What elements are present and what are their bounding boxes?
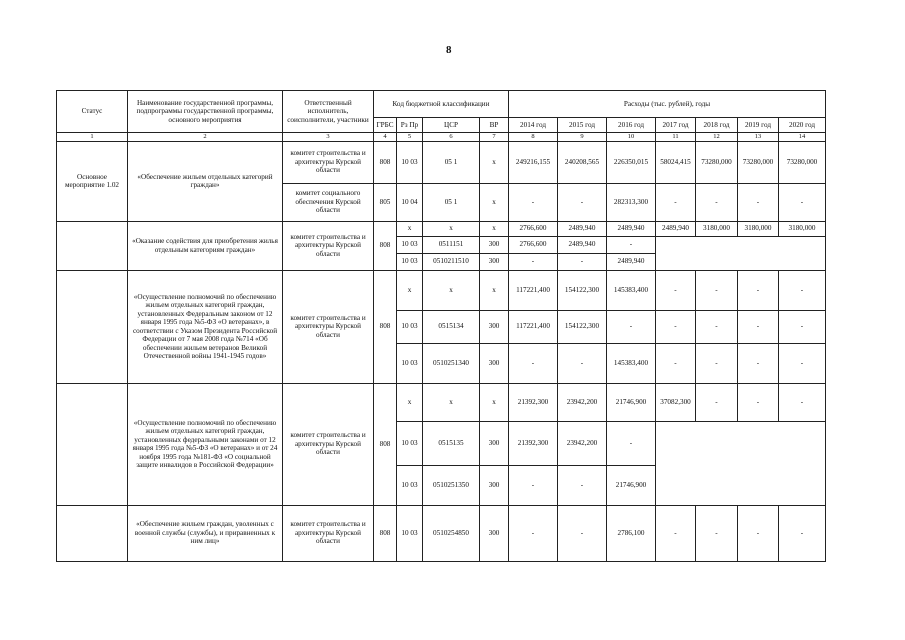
value-cell: 21392,300 [509,383,558,421]
value-cell: - [607,421,656,465]
csr-cell: х [423,383,480,421]
col-number: 4 [374,133,397,142]
rzpr-cell: 10 03 [397,465,423,505]
header-year: 2020 год [779,118,826,133]
table-row [57,383,826,421]
value-cell: 23942,200 [558,421,607,465]
responsible-cell: комитет строительства и архитектуры Курской области [283,383,374,505]
rzpr-cell: 10 03 [397,310,423,343]
name-cell: «Осуществление полномочий по обеспечению жильем отдельных категорий граждан, установленных федеральными законами от 12 января 1995 года №5-ФЗ «О ветеранах» и от 24 ноября 1995 года №181-ФЗ «О социальной защите инвалидов в Российской Федерации» [128,383,283,505]
name-cell: «Оказание содействия для приобретения жилья отдельным категориям граждан» [128,221,283,270]
rzpr-cell: 10 03 [397,421,423,465]
value-cell: 73280,000 [738,141,779,183]
vr-cell: х [480,383,509,421]
value-cell: - [738,183,779,221]
vr-cell: 300 [480,253,509,270]
value-cell: - [509,343,558,383]
value-cell: 282313,300 [607,183,656,221]
value-cell: 117221,400 [509,270,558,310]
csr-cell: 0515134 [423,310,480,343]
empty-cell [656,236,826,270]
value-cell: 2489,940 [607,253,656,270]
csr-cell: 0510211510 [423,253,480,270]
vr-cell: х [480,141,509,183]
value-cell: - [696,383,738,421]
csr-cell: 0515135 [423,421,480,465]
value-cell: 3180,000 [738,221,779,236]
header-year: 2016 год [607,118,656,133]
value-cell: 21746,900 [607,383,656,421]
col-number: 1 [57,133,128,142]
rzpr-cell: х [397,383,423,421]
csr-cell: 0510251340 [423,343,480,383]
vr-cell: х [480,183,509,221]
value-cell: - [696,310,738,343]
csr-cell: х [423,270,480,310]
col-number: 11 [656,133,696,142]
value-cell: 2766,600 [509,236,558,253]
csr-cell: х [423,221,480,236]
status-cell [57,383,128,505]
col-number: 12 [696,133,738,142]
responsible-cell: комитет строительства и архитектуры Курской области [283,221,374,270]
vr-cell: 300 [480,505,509,561]
header-grbs: ГРБС [374,118,397,133]
header-rzpr: Рз Пр [397,118,423,133]
value-cell: - [509,183,558,221]
vr-cell: х [480,270,509,310]
csr-cell: 05 1 [423,141,480,183]
value-cell: 145383,400 [607,270,656,310]
col-number: 8 [509,133,558,142]
rzpr-cell: 10 03 [397,253,423,270]
responsible-cell: комитет социального обеспечения Курской области [283,183,374,221]
value-cell: - [558,505,607,561]
value-cell: - [558,253,607,270]
value-cell: - [558,343,607,383]
value-cell: - [779,270,826,310]
value-cell: - [779,183,826,221]
value-cell: - [607,310,656,343]
status-cell [57,505,128,561]
value-cell: - [738,505,779,561]
value-cell: 3180,000 [696,221,738,236]
value-cell: - [696,183,738,221]
value-cell: - [696,505,738,561]
grbs-cell: 808 [374,383,397,505]
value-cell: 37082,300 [656,383,696,421]
value-cell: - [779,505,826,561]
value-cell: 154122,300 [558,270,607,310]
value-cell: - [558,465,607,505]
value-cell: 2489,940 [558,221,607,236]
value-cell: - [696,270,738,310]
value-cell: - [779,383,826,421]
value-cell: 2489,940 [656,221,696,236]
grbs-cell: 808 [374,270,397,383]
value-cell: 73280,000 [779,141,826,183]
value-cell: - [656,183,696,221]
header-year: 2019 год [738,118,779,133]
col-number: 14 [779,133,826,142]
value-cell: - [656,270,696,310]
header-year: 2015 год [558,118,607,133]
value-cell: - [696,343,738,383]
responsible-cell: комитет строительства и архитектуры Курской области [283,505,374,561]
value-cell: 21746,900 [607,465,656,505]
vr-cell: 300 [480,465,509,505]
status-cell [57,270,128,383]
col-number: 9 [558,133,607,142]
status-cell: Основное мероприятие 1.02 [57,141,128,221]
col-number: 6 [423,133,480,142]
col-number: 2 [128,133,283,142]
rzpr-cell: х [397,221,423,236]
value-cell: 2766,600 [509,221,558,236]
value-cell: - [607,236,656,253]
header-vr: ВР [480,118,509,133]
vr-cell: 300 [480,343,509,383]
col-number: 5 [397,133,423,142]
header-expenses: Расходы (тыс. рублей), годы [509,91,826,118]
rzpr-cell: 10 03 [397,236,423,253]
rzpr-cell: 10 03 [397,343,423,383]
vr-cell: 300 [480,310,509,343]
value-cell: - [738,343,779,383]
value-cell: 21392,300 [509,421,558,465]
csr-cell: 0510251350 [423,465,480,505]
col-number: 13 [738,133,779,142]
value-cell: 249216,155 [509,141,558,183]
grbs-cell: 808 [374,221,397,270]
grbs-cell: 808 [374,141,397,183]
value-cell: 2786,100 [607,505,656,561]
value-cell: - [656,343,696,383]
table-row [57,270,826,310]
value-cell: 3180,000 [779,221,826,236]
value-cell: - [509,253,558,270]
csr-cell: 0511151 [423,236,480,253]
header-year: 2014 год [509,118,558,133]
value-cell: 23942,200 [558,383,607,421]
value-cell: 73280,000 [696,141,738,183]
rzpr-cell: 10 03 [397,141,423,183]
csr-cell: 0510254850 [423,505,480,561]
value-cell: 58024,415 [656,141,696,183]
value-cell: - [779,343,826,383]
header-year: 2017 год [656,118,696,133]
value-cell: 226350,015 [607,141,656,183]
table-row [57,141,826,183]
col-number: 10 [607,133,656,142]
value-cell: - [558,183,607,221]
vr-cell: 300 [480,421,509,465]
vr-cell: х [480,221,509,236]
value-cell: - [656,505,696,561]
responsible-cell: комитет строительства и архитектуры Курской области [283,270,374,383]
page-number: 8 [446,44,452,56]
header-responsible: Ответственный исполнитель, соисполнители, участники [283,91,374,133]
table-row [57,505,826,561]
status-cell [57,221,128,270]
header-status: Статус [57,91,128,133]
value-cell: - [509,465,558,505]
col-number: 7 [480,133,509,142]
name-cell: «Обеспечение жильем отдельных категорий граждан» [128,141,283,221]
value-cell: 2489,940 [558,236,607,253]
col-number: 3 [283,133,374,142]
rzpr-cell: х [397,270,423,310]
value-cell: 240208,565 [558,141,607,183]
responsible-cell: комитет строительства и архитектуры Курской области [283,141,374,183]
value-cell: 2489,940 [607,221,656,236]
header-year: 2018 год [696,118,738,133]
header-budget-code: Код бюджетной классификации [374,91,509,118]
rzpr-cell: 10 04 [397,183,423,221]
vr-cell: 300 [480,236,509,253]
value-cell: 117221,400 [509,310,558,343]
value-cell: - [509,505,558,561]
value-cell: - [738,310,779,343]
name-cell: «Обеспечение жильем граждан, уволенных с военной службы (службы), и приравненных к ним лиц» [128,505,283,561]
empty-cell [656,421,826,505]
value-cell: 145383,400 [607,343,656,383]
header-csr: ЦСР [423,118,480,133]
value-cell: - [779,310,826,343]
budget-table [56,90,826,562]
value-cell: - [738,270,779,310]
name-cell: «Осуществление полномочий по обеспечению жильем отдельных категорий граждан, установленных Федеральным законом от 12 января 1995 года №5-ФЗ «О ветеранах», в соответствии с Указом Президента Российской Федерации от 7 мая 2008 года №714 «Об обеспечении жильем ветеранов Великой Отечественной войны 1941-1945 годов» [128,270,283,383]
csr-cell: 05 1 [423,183,480,221]
table-row [57,221,826,236]
value-cell: - [656,310,696,343]
value-cell: 154122,300 [558,310,607,343]
grbs-cell: 808 [374,505,397,561]
header-name: Наименование государственной программы, подпрограммы государственной программы, основного мероприятия [128,91,283,133]
value-cell: - [738,383,779,421]
rzpr-cell: 10 03 [397,505,423,561]
grbs-cell: 805 [374,183,397,221]
